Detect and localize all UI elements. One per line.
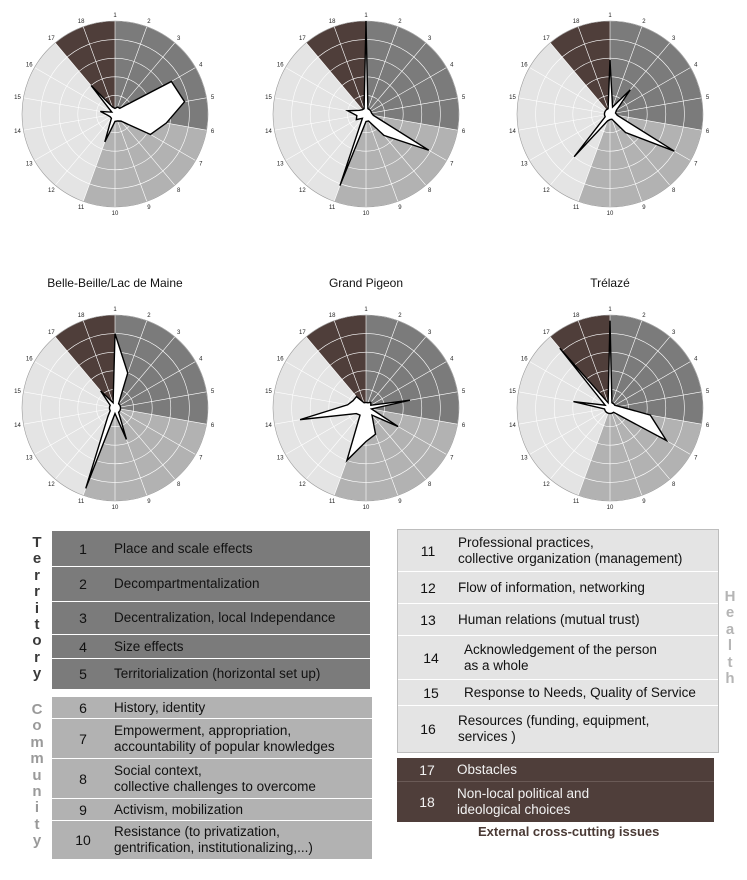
radar-axis-label: 6 (210, 423, 215, 430)
radar-axis-label: 6 (705, 423, 710, 430)
legend-number: 9 (79, 801, 87, 818)
radar-axis-label: 16 (276, 356, 284, 363)
radar-chart-belle-beille (5, 276, 225, 516)
legend-text: Activism, mobilization (114, 801, 244, 817)
legend-text: Non-local political and ideological choices (457, 786, 590, 817)
radar-axis-label: 13 (25, 161, 33, 168)
legend-number: 16 (420, 721, 436, 737)
radar-title: Grand Pigeon (328, 276, 404, 290)
radar-axis-label: 6 (705, 129, 710, 136)
legend-number: 15 (423, 684, 439, 701)
radar-axis-label: 2 (147, 18, 151, 25)
legend-number: 17 (419, 761, 435, 778)
radar-axis-label: 1 (608, 307, 612, 313)
radar-axis-label: 7 (694, 455, 698, 462)
radar-axis-label: 3 (671, 36, 676, 43)
territory-vertical-label: T e r r i t o r y (32, 534, 42, 683)
radar-chart-1 (5, 0, 225, 240)
radar-axis-label: 4 (450, 356, 454, 363)
radar-chart-3 (500, 0, 720, 240)
legend-row (52, 602, 370, 635)
legend-row (52, 759, 372, 799)
radar-axis-label: 16 (25, 62, 33, 69)
radar-axis-label: 1 (364, 307, 368, 313)
radar-axis-label: 18 (77, 18, 85, 25)
radar-axis-label: 9 (147, 205, 151, 212)
radar-axis-label: 10 (362, 505, 370, 511)
radar-axis-label: 5 (705, 94, 710, 101)
radar-axis-label: 4 (694, 62, 698, 69)
legend-number: 8 (79, 770, 87, 787)
radar-axis-label: 9 (398, 205, 402, 212)
radar-axis-label: 8 (671, 481, 676, 488)
radar-axis-label: 17 (48, 36, 55, 43)
radar-axis-label: 10 (606, 211, 614, 217)
radar-axis-label: 2 (398, 18, 402, 25)
radar-axis-label: 7 (694, 161, 698, 168)
legend-number: 7 (79, 730, 87, 747)
radar-axis-label: 1 (364, 13, 368, 19)
legend-text: Flow of information, networking (458, 579, 645, 595)
radar-axis-label: 12 (48, 481, 55, 488)
radar-axis-label: 10 (362, 211, 370, 217)
radar-axis-label: 5 (461, 388, 466, 395)
radar-axis-label: 15 (14, 94, 21, 101)
radar-axis-label: 2 (642, 18, 646, 25)
radar-axis-label: 9 (398, 499, 402, 506)
radar-axis-label: 12 (48, 187, 55, 194)
radar-axis-label: 10 (111, 505, 119, 511)
legend-number: 18 (419, 794, 435, 810)
radar-axis-label: 1 (113, 307, 117, 313)
radar-axis-label: 16 (25, 356, 33, 363)
legend-number: 5 (79, 666, 87, 682)
radar-axis-label: 8 (176, 187, 181, 194)
radar-axis-label: 11 (329, 499, 336, 506)
legend-text: History, identity (114, 699, 206, 715)
radar-svg (256, 298, 476, 518)
legend-text: Acknowledgement of the person as a whole (464, 641, 657, 673)
radar-axis-label: 6 (210, 129, 215, 136)
radar-axis-label: 3 (427, 330, 432, 337)
radar-axis-label: 11 (573, 499, 580, 506)
radar-svg (500, 298, 720, 518)
radar-axis-label: 16 (520, 356, 528, 363)
radar-axis-label: 7 (450, 161, 454, 168)
radar-axis-label: 2 (147, 312, 151, 319)
radar-svg (5, 298, 225, 518)
legend-number: 14 (423, 649, 439, 666)
legend-text: Territorialization (horizontal set up) (114, 666, 321, 681)
radar-axis-label: 4 (450, 62, 454, 69)
radar-axis-label: 1 (113, 13, 117, 19)
legend-text: Response to Needs, Quality of Service (464, 684, 696, 700)
legend-text: Decentralization, local Independance (114, 610, 336, 625)
radar-axis-label: 2 (398, 312, 402, 319)
radar-axis-label: 11 (573, 205, 580, 212)
legend-row (398, 604, 718, 636)
radar-axis-label: 5 (461, 94, 466, 101)
radar-axis-label: 3 (671, 330, 676, 337)
legend-row (52, 719, 372, 759)
legend-text: Place and scale effects (114, 540, 253, 556)
radar-axis-label: 9 (147, 499, 151, 506)
radar-axis-label: 13 (520, 161, 528, 168)
legend-row (52, 635, 370, 659)
radar-axis-label: 17 (543, 330, 550, 337)
legend-text: Decompartmentalization (114, 576, 260, 591)
radar-axis-label: 4 (199, 356, 203, 363)
radar-axis-label: 13 (25, 455, 33, 462)
radar-axis-label: 14 (14, 129, 21, 136)
radar-axis-label: 11 (329, 205, 336, 212)
radar-axis-label: 10 (111, 211, 119, 217)
radar-axis-label: 4 (199, 62, 203, 69)
radar-axis-label: 12 (543, 481, 550, 488)
radar-axis-label: 18 (328, 18, 336, 25)
radar-svg (256, 4, 476, 224)
radar-axis-label: 16 (520, 62, 528, 69)
external-legend (397, 758, 714, 822)
radar-axis-label: 17 (48, 330, 55, 337)
health-vertical-label: H e a l t h (724, 588, 736, 688)
radar-chart-grand-pigeon (256, 276, 476, 516)
radar-axis-label: 14 (265, 423, 272, 430)
radar-axis-label: 6 (461, 129, 466, 136)
legend-text: Resistance (to privatization, gentrification, institutionalizing,...) (114, 824, 313, 855)
legend-text: Professional practices, collective organization (management) (458, 534, 683, 566)
radar-axis-label: 13 (520, 455, 528, 462)
radar-svg (500, 4, 720, 224)
radar-axis-label: 14 (509, 129, 516, 136)
territory-legend (52, 531, 370, 689)
legend-number: 1 (79, 540, 87, 557)
legend-row (52, 799, 372, 821)
legend-text: Resources (funding, equipment, services ) (458, 713, 650, 744)
legend-text: Empowerment, appropriation, accountability of popular knowledges (114, 722, 335, 754)
radar-axis-label: 15 (265, 94, 272, 101)
radar-axis-label: 18 (572, 18, 580, 25)
legend-row (52, 697, 372, 719)
radar-axis-label: 14 (509, 423, 516, 430)
radar-title: Belle-Beille/Lac de Maine (47, 276, 183, 290)
legend-number: 2 (79, 576, 87, 592)
legend-text: Social context, collective challenges to overcome (114, 762, 316, 794)
radar-axis-label: 15 (14, 388, 21, 395)
radar-axis-label: 18 (328, 312, 336, 319)
legend-row (52, 821, 372, 859)
radar-axis-label: 9 (642, 205, 646, 212)
radar-chart-2 (256, 0, 476, 240)
radar-axis-label: 13 (276, 161, 284, 168)
radar-axis-label: 5 (210, 388, 215, 395)
legend-row (52, 659, 370, 689)
radar-axis-label: 3 (427, 36, 432, 43)
radar-chart-trelaze (500, 276, 720, 516)
radar-axis-label: 8 (427, 481, 432, 488)
legend-row (52, 531, 370, 567)
legend-number: 10 (75, 832, 91, 848)
legend-row (397, 782, 714, 822)
legend-text: Human relations (mutual trust) (458, 611, 640, 627)
radar-axis-label: 11 (78, 499, 85, 506)
legend-row (397, 758, 714, 782)
radar-axis-label: 14 (265, 129, 272, 136)
radar-axis-label: 18 (572, 312, 580, 319)
radar-axis-label: 3 (176, 330, 181, 337)
radar-axis-label: 15 (265, 388, 272, 395)
radar-axis-label: 12 (299, 481, 306, 488)
radar-axis-label: 2 (642, 312, 646, 319)
radar-axis-label: 6 (461, 423, 466, 430)
community-legend (52, 697, 372, 859)
radar-axis-label: 15 (509, 388, 516, 395)
legend-number: 3 (79, 610, 87, 626)
legend-row (398, 530, 718, 572)
radar-axis-label: 4 (694, 356, 698, 363)
radar-axis-label: 15 (509, 94, 516, 101)
legend-number: 13 (420, 611, 436, 628)
radar-axis-label: 14 (14, 423, 21, 430)
radar-axis-label: 7 (199, 455, 203, 462)
radar-axis-label: 7 (199, 161, 203, 168)
radar-axis-label: 16 (276, 62, 284, 69)
radar-axis-label: 3 (176, 36, 181, 43)
radar-axis-label: 13 (276, 455, 284, 462)
legend-text: Obstacles (457, 761, 518, 777)
radar-axis-label: 17 (543, 36, 550, 43)
radar-axis-label: 17 (299, 330, 306, 337)
radar-axis-label: 8 (427, 187, 432, 194)
radar-axis-label: 5 (705, 388, 710, 395)
radar-axis-label: 8 (176, 481, 181, 488)
legend-row (398, 572, 718, 604)
legend-row (52, 567, 370, 602)
legend-number: 12 (420, 579, 436, 596)
radar-axis-label: 7 (450, 455, 454, 462)
radar-axis-label: 17 (299, 36, 306, 43)
legend-number: 4 (79, 638, 87, 655)
legend-text: Size effects (114, 638, 184, 654)
legend-number: 11 (420, 542, 436, 559)
radar-axis-label: 1 (608, 13, 612, 19)
radar-title: Trélazé (590, 276, 630, 290)
radar-axis-label: 18 (77, 312, 85, 319)
radar-axis-label: 9 (642, 499, 646, 506)
community-vertical-label: C o m m u n i t y (30, 701, 44, 850)
radar-axis-label: 12 (299, 187, 306, 194)
legend-row (398, 706, 718, 752)
radar-axis-label: 5 (210, 94, 215, 101)
radar-axis-label: 8 (671, 187, 676, 194)
health-legend (397, 529, 719, 753)
legend-row (398, 636, 718, 680)
legend-row (398, 680, 718, 706)
radar-axis-label: 12 (543, 187, 550, 194)
radar-axis-label: 11 (78, 205, 85, 212)
radar-axis-label: 10 (606, 505, 614, 511)
legend-number: 6 (79, 699, 87, 716)
external-caption: External cross-cutting issues (478, 824, 660, 839)
radar-svg (5, 4, 225, 224)
